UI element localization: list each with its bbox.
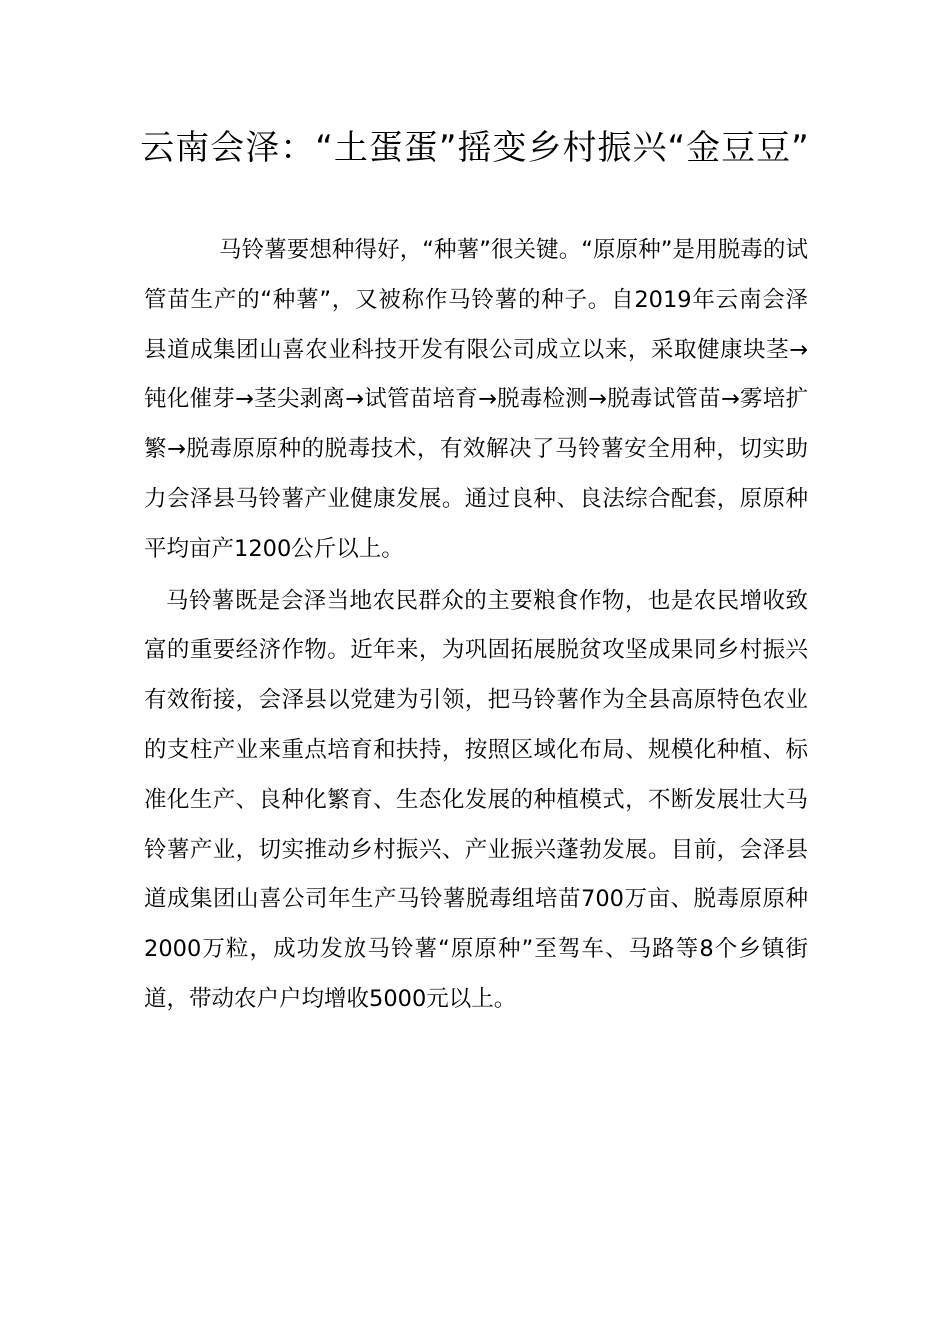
paragraph-2: 马铃薯既是会泽当地农民群众的主要粮食作物，也是农民增收致富的重要经济作物。近年来，为巩固拓展脱贫攻坚成果同乡村振兴有效衔接，会泽县以党建为引领，把马铃薯作为全县高原特色农业的支柱产业来重点培育和扶持，按照区域化布局、规模化种植、标准化生产、良种化繁育、生态化发展的种植模式，不断发展壮大马铃薯产业，切实推动乡村振兴、产业振兴蓬勃发展。目前，会泽县道成集团山喜公司年生产马铃薯脱毒组培苗700万亩、脱毒原原种2000万粒，成功发放马铃薯“原原种”至驾车、马路等8个乡镇街道，带动农户户均增收5000元以上。 — [144, 587, 808, 1012]
document-title: 云南会泽：“土蛋蛋”摇变乡村振兴“金豆豆” — [140, 128, 810, 168]
document-body — [144, 226, 808, 1025]
paragraph-1: 马铃薯要想种得好，“种薯”很关键。“原原种”是用脱毒的试管苗生产的“种薯”，又被称作马铃薯的种子。自2019年云南会泽县道成集团山喜农业科技开发有限公司成立以来，采取健康块茎→钝化催芽→茎尖剥离→试管苗培育→脱毒检测→脱毒试管苗→雾培扩繁→脱毒原原种的脱毒技术，有效解决了马铃薯安全用种，切实助力会泽县马铃薯产业健康发展。通过良种、良法综合配套，原原种平均亩产1200公斤以上。 — [144, 237, 808, 562]
